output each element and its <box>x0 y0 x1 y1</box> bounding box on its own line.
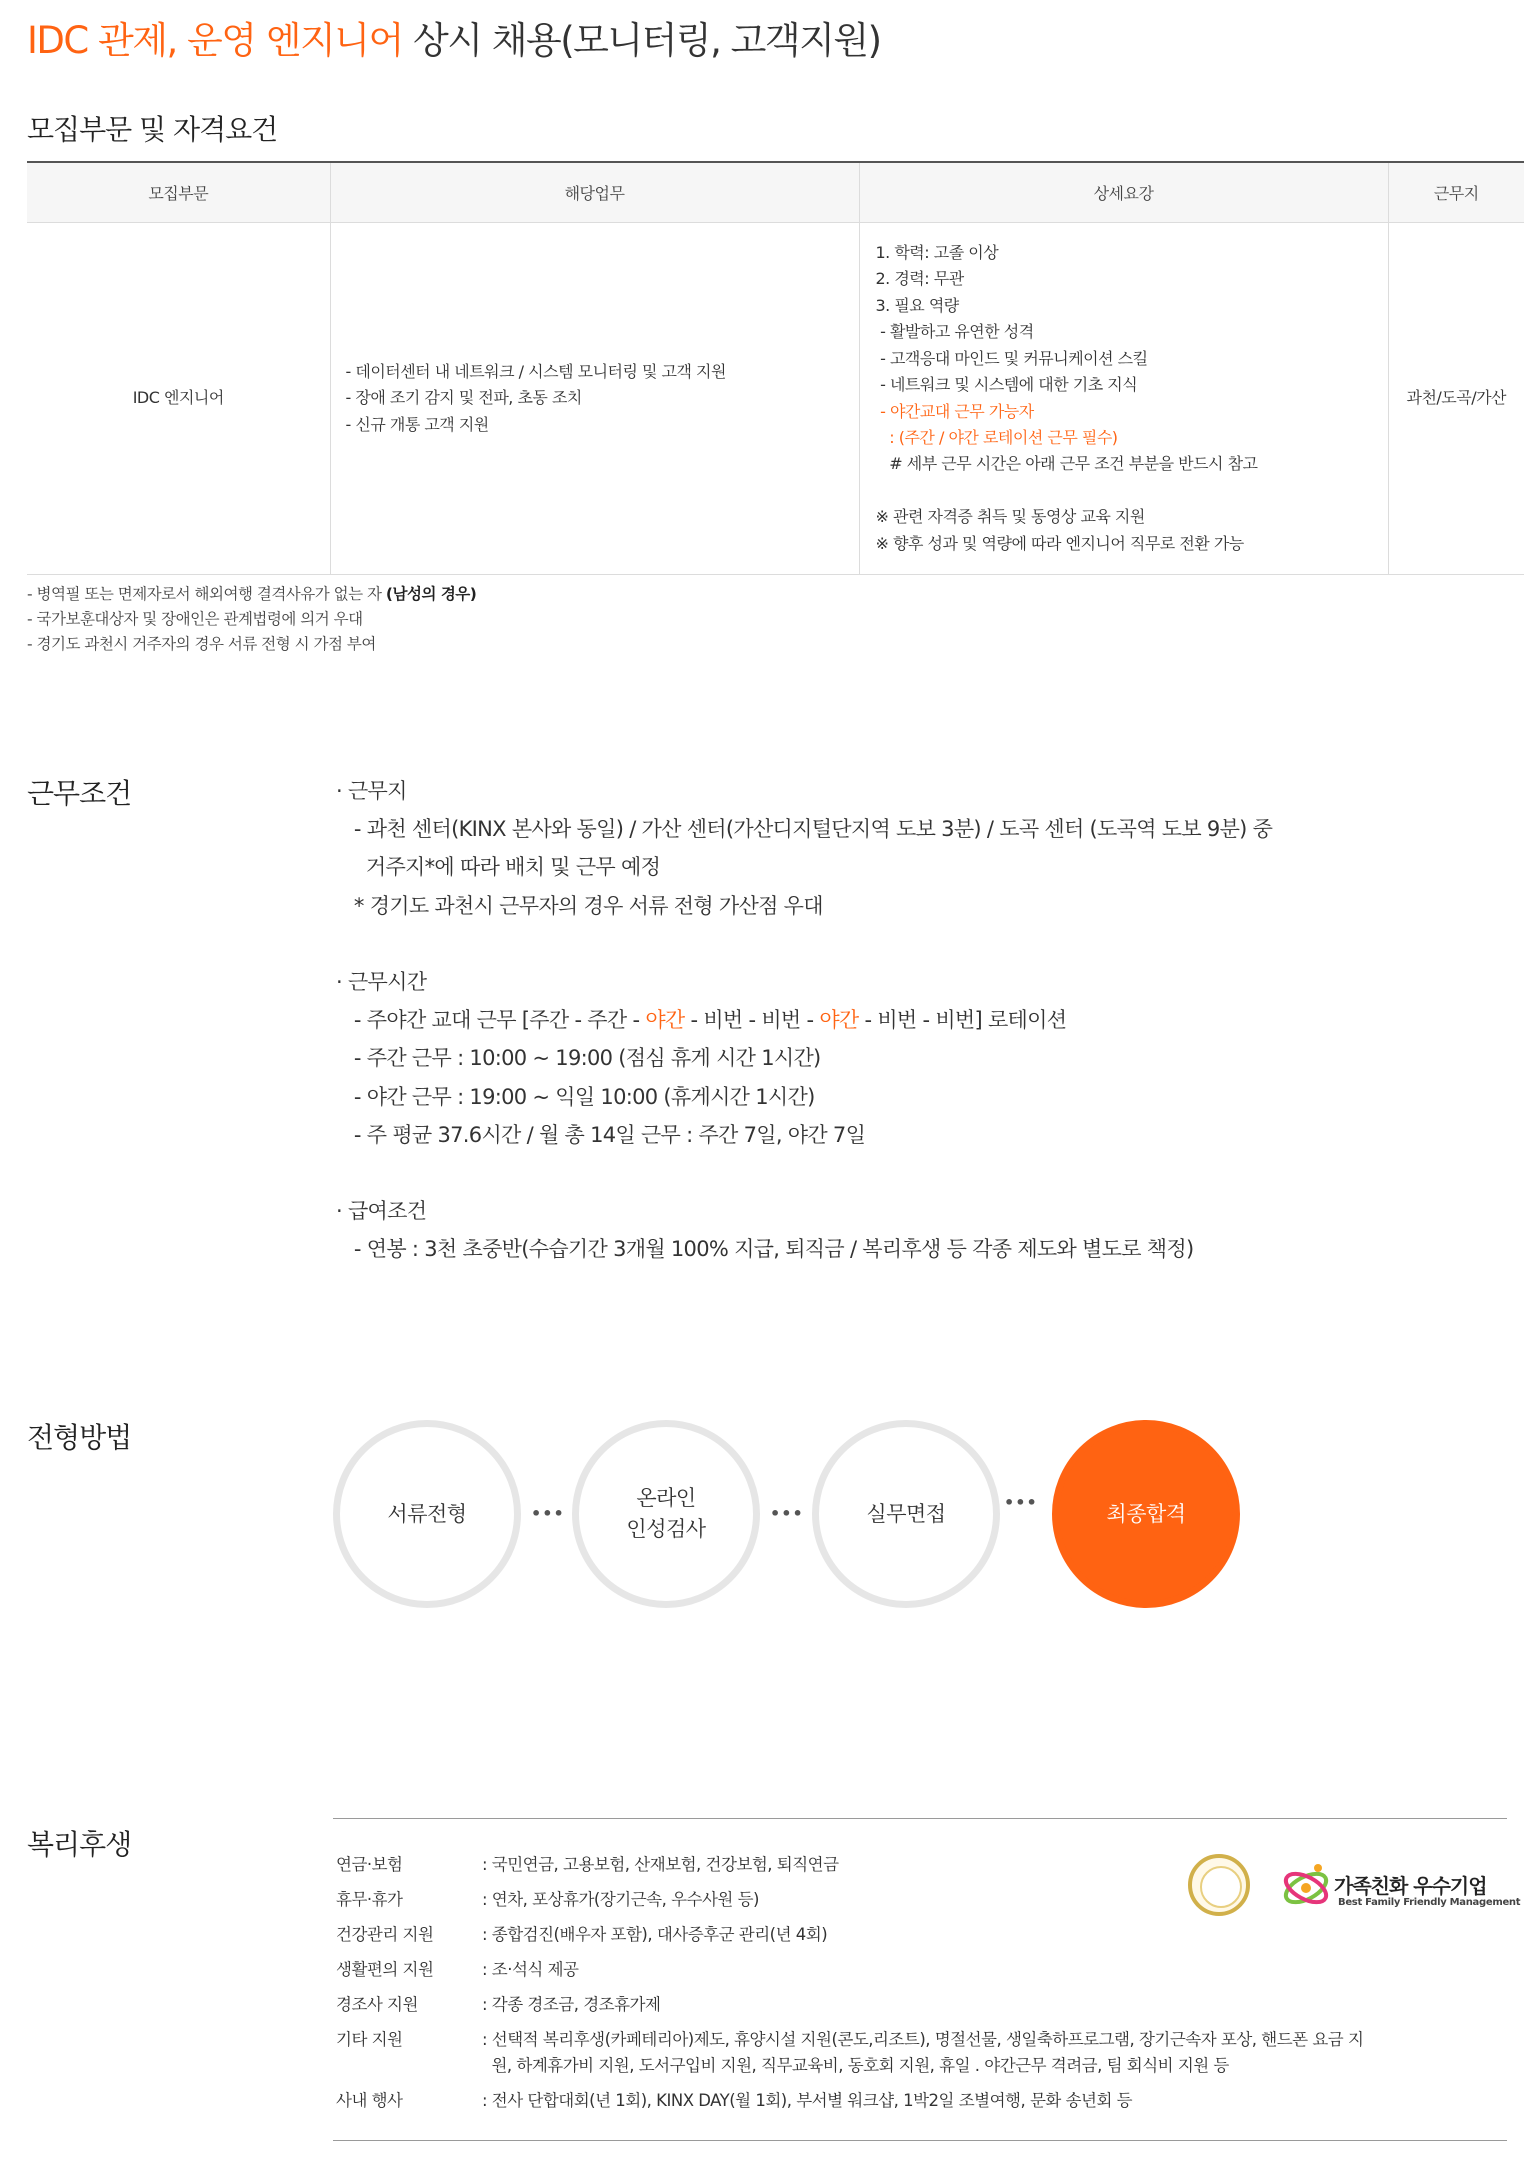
detail-line: 2. 경력: 무관 <box>875 269 964 289</box>
work-hours-title: · 근무시간 <box>336 969 427 994</box>
title-rest: 상시 채용(모니터링, 고객지원) <box>402 19 881 62</box>
benefit-value: : 종합검진(배우자 포함), 대사증후군 관리(년 4회) <box>482 1925 828 1944</box>
note-text: - 병역필 또는 면제자로서 해외여행 결격사유가 없는 자 <box>27 585 386 603</box>
rotation-night: 야간 <box>819 1008 859 1033</box>
benefit-value: : 국민연금, 고용보험, 산재보험, 건강보험, 퇴직연금 <box>482 1855 839 1874</box>
process-step-online-test <box>572 1420 760 1608</box>
step-label-line: 온라인 <box>636 1486 696 1510</box>
col-header-details: 상세요강 <box>859 162 1388 223</box>
benefit-label: 휴무·휴가 <box>336 1890 403 1909</box>
work-line: - 과천 센터(KINX 본사와 동일) / 가산 센터(가산디지털단지역 도보 3분) / 도곡 센터 (도곡역 도보 9분) 중 <box>336 817 1273 842</box>
title-highlight: IDC 관제, 운영 엔지니어 <box>27 19 403 62</box>
benefit-value: : 조·석식 제공 <box>482 1960 579 1979</box>
detail-line: ※ 관련 자격증 취득 및 동영상 교육 지원 <box>875 507 1145 527</box>
list-item <box>336 1992 1412 2018</box>
list-item <box>336 1922 1412 1948</box>
certification-badge-icon <box>1188 1854 1250 1916</box>
step-label-line: 인성검사 <box>626 1517 706 1541</box>
note-line <box>27 582 476 607</box>
step-label: 서류전형 <box>387 1501 467 1526</box>
process-step-documents <box>333 1420 521 1608</box>
step-label: 실무면접 <box>866 1501 946 1526</box>
rotation-text: - 주야간 교대 근무 [주간 - 주간 - <box>336 1008 646 1033</box>
work-blank <box>336 925 1272 963</box>
section-title-work: 근무조건 <box>27 777 132 810</box>
work-rotation <box>336 1001 1272 1039</box>
benefits-top-rule <box>333 1818 1507 1819</box>
logo-subtitle: Best Family Friendly Management <box>1338 1897 1521 1908</box>
work-line: - 연봉 : 3천 초중반(수습기간 3개월 100% 지급, 퇴직금 / 복리후생 등 각종 제도와 별도로 책정) <box>336 1237 1194 1262</box>
table-row <box>27 223 1524 575</box>
rotation-text: - 비번 - 비번] 로테이션 <box>858 1008 1067 1033</box>
detail-line-highlight: - 야간교대 근무 가능자 <box>875 401 1034 421</box>
page-title <box>27 10 881 64</box>
process-step-interview <box>812 1420 1000 1608</box>
detail-line: 3. 필요 역량 <box>875 295 959 315</box>
note-line: - 국가보훈대상자 및 장애인은 관계법령에 의거 우대 <box>27 610 363 628</box>
section-title-recruit: 모집부문 및 자격요건 <box>27 113 278 146</box>
rotation-text: - 비번 - 비번 - <box>684 1008 820 1033</box>
process-dots: ••• <box>531 1504 565 1523</box>
benefit-value: : 연차, 포상휴가(장기근속, 우수사원 등) <box>482 1890 759 1909</box>
benefit-label: 사내 행사 <box>336 2091 403 2110</box>
benefit-value-line: : 선택적 복리후생(카페테리아)제도, 휴양시설 지원(콘도,리조트), 명절선물, 생일축하프로그램, 장기근속자 포상, 핸드폰 요금 지 <box>482 2030 1364 2049</box>
duty-line: - 데이터센터 내 네트워크 / 시스템 모니터링 및 고객 지원 <box>345 361 726 381</box>
badge-inner <box>1200 1866 1242 1908</box>
work-line: 거주지*에 따라 배치 및 근무 예정 <box>336 855 661 880</box>
cell-duties <box>330 223 859 575</box>
cell-division: IDC 엔지니어 <box>27 223 330 575</box>
detail-line: ※ 향후 성과 및 역량에 따라 엔지니어 직무로 전환 가능 <box>875 533 1244 553</box>
detail-line-blank <box>876 478 1387 504</box>
benefit-label: 연금·보험 <box>336 1855 403 1874</box>
process-step-final <box>1052 1420 1240 1608</box>
benefit-label: 경조사 지원 <box>336 1995 418 2014</box>
recruit-notes <box>27 582 476 657</box>
detail-line: 1. 학력: 고졸 이상 <box>875 243 999 263</box>
family-emblem-icon <box>1278 1858 1334 1914</box>
col-header-duties: 해당업무 <box>330 162 859 223</box>
work-blank <box>336 1154 1272 1192</box>
duty-line: - 장애 조기 감지 및 전파, 초동 조치 <box>345 388 582 408</box>
benefits-bottom-rule <box>333 2140 1507 2141</box>
list-item <box>336 2027 1412 2079</box>
benefit-label: 생활편의 지원 <box>336 1960 434 1979</box>
step-label: 최종합격 <box>1106 1501 1186 1526</box>
work-line: - 주 평균 37.6시간 / 월 총 14일 근무 : 주간 7일, 야간 7일 <box>336 1122 866 1147</box>
detail-line-highlight: : (주간 / 야간 로테이션 근무 필수) <box>875 427 1118 447</box>
benefit-value-line: 원, 하계휴가비 지원, 도서구입비 지원, 직무교육비, 동호회 지원, 휴일 . 야간근무 격려금, 팀 회식비 지원 등 <box>482 2056 1229 2075</box>
cell-details <box>859 223 1388 575</box>
col-header-division: 모집부문 <box>27 162 330 223</box>
rotation-night: 야간 <box>645 1008 685 1033</box>
work-conditions <box>336 772 1272 1268</box>
recruit-table <box>27 161 1524 575</box>
section-title-process: 전형방법 <box>27 1421 132 1454</box>
work-line: * 경기도 과천시 근무자의 경우 서류 전형 가산점 우대 <box>336 893 823 918</box>
benefit-label: 건강관리 지원 <box>336 1925 434 1944</box>
note-bold: (남성의 경우) <box>385 585 477 603</box>
section-title-benefits: 복리후생 <box>27 1828 132 1861</box>
table-header-row <box>27 162 1524 223</box>
note-line: - 경기도 과천시 거주자의 경우 서류 전형 시 가점 부여 <box>27 635 376 653</box>
benefit-label: 기타 지원 <box>336 2030 403 2049</box>
benefit-value: : 전사 단합대회(년 1회), KINX DAY(월 1회), 부서별 워크샵, 1박2일 조별여행, 문화 송년회 등 <box>482 2091 1133 2110</box>
col-header-location: 근무지 <box>1388 162 1524 223</box>
step-label <box>626 1483 705 1545</box>
detail-line: - 활발하고 유연한 성격 <box>875 322 1034 342</box>
process-dots: ••• <box>1004 1493 1038 1512</box>
cell-location: 과천/도곡/가산 <box>1388 223 1524 575</box>
work-line: - 야간 근무 : 19:00 ~ 익일 10:00 (휴게시간 1시간) <box>336 1084 815 1109</box>
detail-line: - 네트워크 및 시스템에 대한 기초 지식 <box>875 375 1138 395</box>
work-place-title: · 근무지 <box>336 779 407 803</box>
list-item <box>336 1957 1412 1983</box>
work-pay-title: · 급여조건 <box>336 1199 427 1224</box>
logo-name: 가족친화 우수기업 <box>1334 1874 1487 1898</box>
detail-line: - 고객응대 마인드 및 커뮤니케이션 스킬 <box>875 348 1148 368</box>
family-friendly-logo <box>1188 1852 1521 1918</box>
work-line: - 주간 근무 : 10:00 ~ 19:00 (점심 휴게 시간 1시간) <box>336 1046 821 1071</box>
benefit-value <box>482 2027 1412 2079</box>
duty-line: - 신규 개통 고객 지원 <box>345 414 489 434</box>
list-item <box>336 2088 1412 2114</box>
benefit-value: : 각종 경조금, 경조휴가제 <box>482 1995 661 2014</box>
process-dots: ••• <box>770 1504 804 1523</box>
detail-line: # 세부 근무 시간은 아래 근무 조건 부분을 반드시 참고 <box>875 454 1258 474</box>
